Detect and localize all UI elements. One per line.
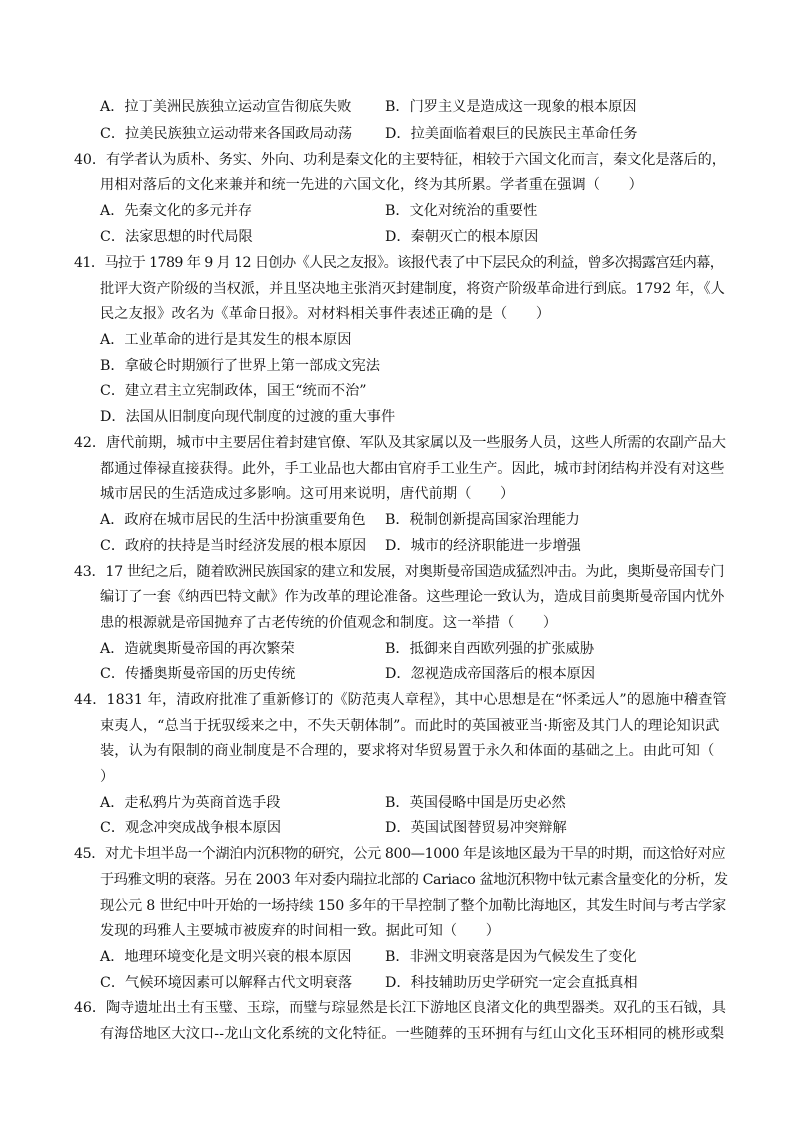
q44-option-a: A．走私鸦片为英商首选手段 [100,795,281,811]
q45-stem-line-2: 于玛雅文明的衰落。另在 2003 年对委内瑞拉北部的 Cariaco 盆地沉积物中钛元素含量变化的分析，发 [100,872,728,888]
q43-stem-line-2: 编订了一套《纳西巴特文献》作为改革的理论准备。这些理论一致认为，造成目前奥斯曼帝国内忧外 [100,589,725,605]
q44-stem-line-3: 装，认为有限制的商业制度是不合理的，要求将对华贸易置于永久和体面的基础之上。由此可知（ [100,743,715,759]
q42-option-b: B．税制创新提高国家治理能力 [385,512,580,528]
q44-option-c: C．观念冲突成战争根本原因 [100,820,282,836]
q41-stem-line-3: 民之友报》改名为《革命日报》。对材料相关事件表述正确的是（ ） [100,306,551,322]
q41-option-c: C．建立君主立宪制政体，国王“统而不治” [100,383,367,399]
q43-stem-line-3: 患的根源就是帝国抛弃了古老传统的价值观念和制度。这一举措（ ） [100,615,558,631]
q40-option-d: D．秦朝灭亡的根本原因 [385,229,539,245]
q45-stem-line-3: 现公元 8 世纪中叶开始的一场持续 150 多年的干旱控制了整个加勒比海地区，其发生时间与考古学家 [100,898,727,914]
q46-stem-line-1: 46．陶寺遗址出土有玉璧、玉琮，而璧与琮显然是长江下游地区良渚文化的典型器类。双孔的玉石钺，具 [74,1000,726,1016]
q43-option-c: C．传播奥斯曼帝国的历史传统 [100,666,296,682]
q40-stem-line-1: 40．有学者认为质朴、务实、外向、功利是秦文化的主要特征，相较于六国文化而言，秦文化是落后的， [74,152,726,168]
q42-option-c: C．政府的扶持是当时经济发展的根本原因 [100,538,367,554]
q45-option-c: C．气候环境因素可以解释古代文明衰落 [100,975,353,991]
q45-stem-line-4: 发现的玛雅人主要城市被废弃的时间相一致。据此可知（ ） [100,923,501,939]
q40-option-b: B．文化对统治的重要性 [385,203,538,219]
q45-option-d: D．科技辅助历史学研究一定会直抵真相 [385,975,638,991]
q46-stem-line-2: 有海岱地区大汶口--龙山文化系统的文化特征。一些随葬的玉环拥有与红山文化玉环相同的桃形或梨 [100,1026,725,1042]
q42-option-d: D．城市的经济职能进一步增强 [385,538,581,554]
q42-option-a: A．政府在城市居民的生活中扮演重要角色 [100,512,366,528]
q39-option-c: C．拉美民族独立运动带来各国政局动荡 [100,126,353,142]
q41-option-b: B．拿破仑时期颁行了世界上第一部成文宪法 [100,358,380,374]
q43-stem-line-1: 43．17 世纪之后，随着欧洲民族国家的建立和发展，对奥斯曼帝国造成猛烈冲击。为此，奥斯曼帝国专门 [74,564,725,580]
q40-option-c: C．法家思想的时代局限 [100,229,253,245]
q41-option-a: A．工业革命的进行是其发生的根本原因 [100,332,352,348]
q44-stem-line-1: 44．1831 年，清政府批准了重新修订的《防范夷人章程》，其中心思想是在“怀柔远人”的恩施中稽查管 [74,692,727,708]
q45-option-b: B．非洲文明衰落是因为气候发生了变化 [385,949,637,965]
q42-stem-line-1: 42．唐代前期，城市中主要居住着封建官僚、军队及其家属以及一些服务人员，这些人所需的农副产品大 [74,435,726,451]
q41-stem-line-2: 批评大资产阶级的当权派，并且坚决地主张消灭封建制度，将资产阶级革命进行到底。1792 年，《人 [100,281,725,297]
q44-option-d: D．英国试图替贸易冲突辩解 [385,820,567,836]
q44-stem-line-4: ） [100,769,115,785]
q43-option-a: A．造就奥斯曼帝国的再次繁荣 [100,641,295,657]
q39-option-a: A．拉丁美洲民族独立运动宣告彻底失败 [100,99,352,115]
q45-option-a: A．地理环境变化是文明兴衰的根本原因 [100,949,352,965]
q41-stem-line-1: 41．马拉于 1789 年 9 月 12 日创办《人民之友报》。该报代表了中下层民众的利益，曾多次揭露宫廷内幕， [74,255,724,271]
q40-stem-line-2: 用相对落后的文化来兼并和统一先进的六国文化，终为其所累。学者重在强调（ ） [100,177,643,193]
q44-option-b: B．英国侵略中国是历史必然 [385,795,566,811]
q41-option-d: D．法国从旧制度向现代制度的过渡的重大事件 [100,409,396,425]
q39-option-b: B．门罗主义是造成这一现象的根本原因 [385,99,637,115]
q44-stem-line-2: 束夷人，“总当于抚驭绥来之中，不失天朝体制”。而此时的英国被亚当·斯密及其门人的理论知识武 [100,718,720,734]
q42-stem-line-3: 城市居民的生活造成过多影响。这可用来说明，唐代前期（ ） [100,486,515,502]
q40-option-a: A．先秦文化的多元并存 [100,203,253,219]
q45-stem-line-1: 45．对尤卡坦半岛一个湖泊内沉积物的研究，公元 800—1000 年是该地区最为干旱的时期，而这恰好对应 [74,846,726,862]
q43-option-d: D．忽视造成帝国落后的根本原因 [385,666,596,682]
q42-stem-line-2: 都通过俸禄直接获得。此外，手工业品也大都由官府手工业生产。因此，城市封闭结构并没有对这些 [100,461,725,477]
q39-option-d: D．拉美面临着艰巨的民族民主革命任务 [385,126,638,142]
q43-option-b: B．抵御来自西欧列强的扩张威胁 [385,641,595,657]
